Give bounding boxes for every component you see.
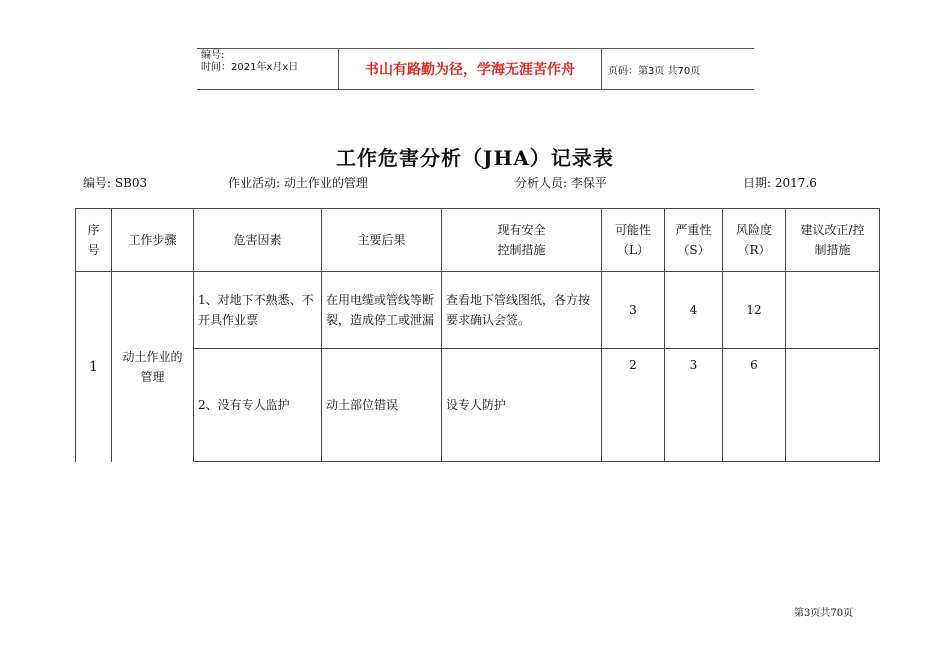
page-header	[197, 48, 754, 90]
cell-step: 动土作业的 管理	[112, 272, 194, 462]
cell-consequence: 在用电缆或管线等断裂，造成停工或泄漏	[322, 272, 442, 349]
cell-likelihood: 2	[602, 349, 665, 462]
page-footer: 第3页共70页	[794, 608, 854, 619]
th-likelihood: 可能性 （L）	[602, 209, 665, 272]
meta-date: 日期: 2017.6	[743, 176, 817, 190]
table-header-row	[76, 209, 880, 272]
cell-risk: 6	[723, 349, 786, 462]
cell-suggestion	[786, 349, 880, 462]
meta-code: 编号: SB03	[83, 176, 148, 190]
th-consequence: 主要后果	[322, 209, 442, 272]
cell-suggestion	[786, 272, 880, 349]
cell-control: 设专人防护	[442, 349, 602, 462]
header-left-cell	[197, 49, 339, 89]
th-step: 工作步骤	[112, 209, 194, 272]
cell-severity: 4	[665, 272, 723, 349]
th-hazard: 危害因素	[194, 209, 322, 272]
cell-hazard: 2、没有专人监护	[194, 349, 322, 462]
header-motto: 书山有路勤为径，学海无涯苦作舟	[339, 49, 602, 89]
table-row	[76, 349, 880, 462]
meta-activity: 作业活动: 动土作业的管理	[228, 176, 368, 190]
th-risk: 风险度 （R）	[723, 209, 786, 272]
cell-consequence: 动土部位错误	[322, 349, 442, 462]
header-page-label: 页码：第3页 共70页	[608, 65, 701, 77]
cell-seq: 1	[76, 272, 112, 462]
cell-hazard: 1、对地下不熟悉、不开具作业票	[194, 272, 322, 349]
th-seq: 序 号	[76, 209, 112, 272]
cell-control: 查看地下管线图纸，各方按要求确认会签。	[442, 272, 602, 349]
th-suggestion: 建议改正/控 制措施	[786, 209, 880, 272]
header-time-label: 时间：2021年x月x日	[201, 62, 299, 73]
jha-table	[75, 208, 880, 462]
cell-likelihood: 3	[602, 272, 665, 349]
document-title: 工作危害分析（JHA）记录表	[336, 146, 614, 170]
th-severity: 严重性 （S）	[665, 209, 723, 272]
cell-risk: 12	[723, 272, 786, 349]
meta-analyst: 分析人员: 李保平	[515, 176, 607, 190]
header-code-label: 编号:	[201, 50, 225, 61]
cell-severity: 3	[665, 349, 723, 462]
table-row	[76, 272, 880, 349]
th-control: 现有安全 控制措施	[442, 209, 602, 272]
